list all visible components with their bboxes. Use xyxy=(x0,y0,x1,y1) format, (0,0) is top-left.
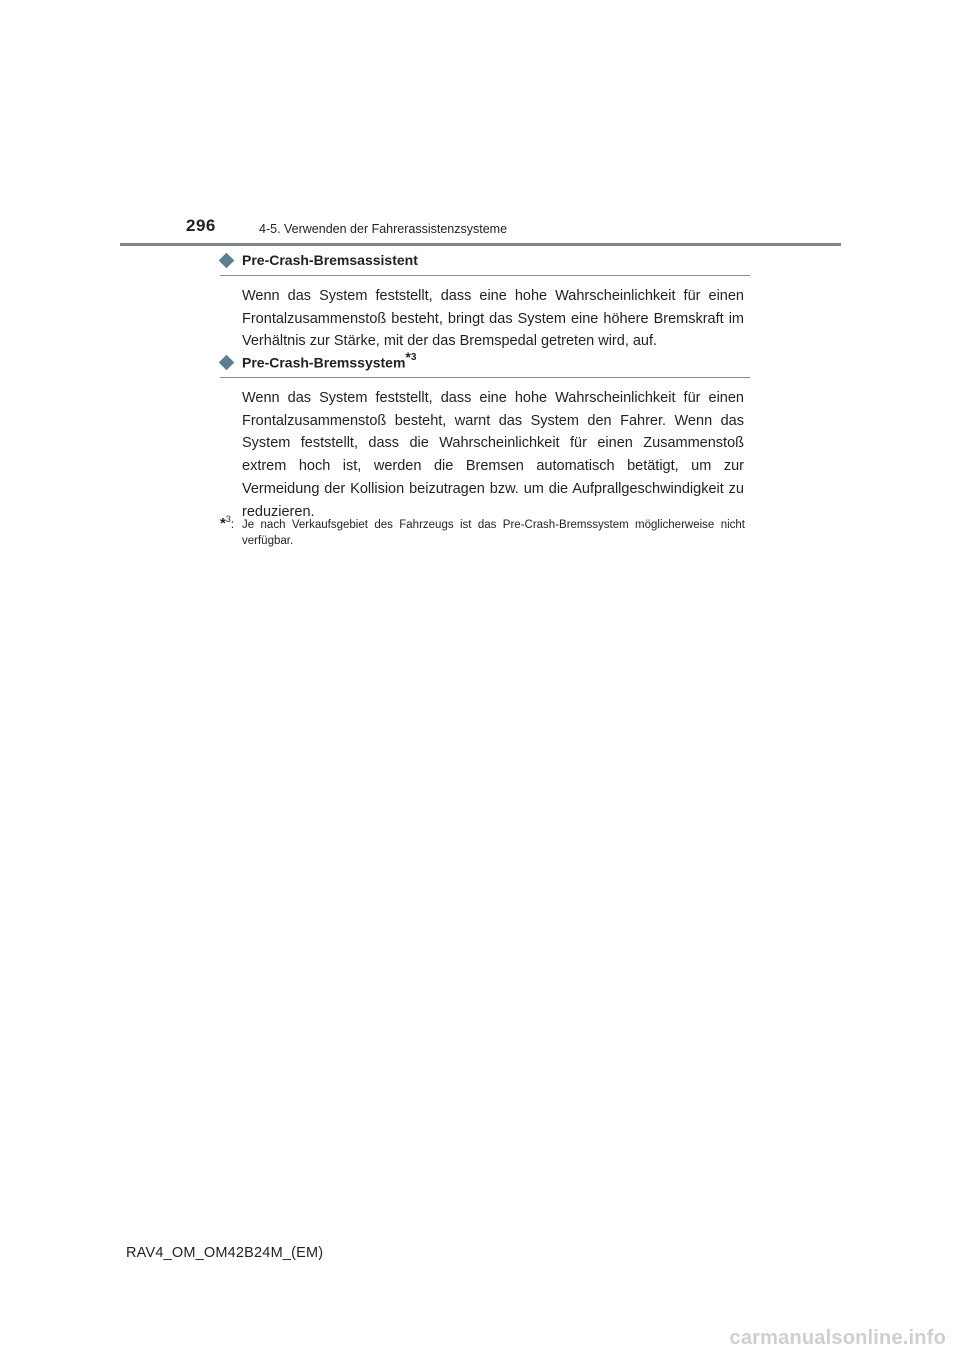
footnote-asterisk: * xyxy=(220,515,226,532)
section-pre-crash-brake-system xyxy=(220,349,750,523)
diamond-bullet-icon xyxy=(219,253,235,269)
footnote-reference-number: 3 xyxy=(410,352,417,363)
heading-label: Pre-Crash-Bremssystem xyxy=(242,354,406,371)
watermark: carmanualsonline.info xyxy=(729,1327,946,1349)
footnote-reference-mark: * xyxy=(405,349,411,365)
chapter-title: 4-5. Verwenden der Fahrerassistenzsysteme xyxy=(259,222,508,236)
header-rule xyxy=(120,243,841,246)
footnote xyxy=(220,514,745,549)
footnote-mark xyxy=(220,515,231,532)
section-heading-text: Pre-Crash-Bremsassistent xyxy=(242,252,418,268)
footnote-text: Je nach Verkaufsgebiet des Fahrzeugs ist das Pre-Crash-Bremssystem möglicherweise nicht verfügbar. xyxy=(242,519,745,547)
section-heading-text xyxy=(242,349,417,371)
diamond-bullet-icon xyxy=(219,355,235,371)
section-body: Wenn das System feststellt, dass eine hohe Wahrscheinlichkeit für einen Frontalzusammenstoß besteht, bringt das System eine höhere Bremskraft im Verhältnis zur Stärke, mit der das Bremspedal getreten wird, auf. xyxy=(242,288,744,350)
document-id: RAV4_OM_OM42B24M_(EM) xyxy=(126,1245,324,1261)
footnote-separator: : xyxy=(230,519,235,531)
section-pre-crash-brake-assist xyxy=(220,251,750,353)
section-heading xyxy=(220,349,750,378)
section-body: Wenn das System feststellt, dass eine hohe Wahrscheinlichkeit für einen Frontalzusammenstoß besteht, warnt das System den Fahrer. Wenn das System feststellt, dass die Wahrscheinlichkeit für einen Zusammenstoß extrem hoch ist, werden die Bremsen automatisch betätigt, um zur Vermeidung der Kollision beizutragen bzw. um die Aufprallgeschwindigkeit zu reduzieren. xyxy=(242,390,744,520)
page-number: 296 xyxy=(186,216,216,235)
footnote-number: 3 xyxy=(225,514,231,524)
section-heading xyxy=(220,251,750,276)
